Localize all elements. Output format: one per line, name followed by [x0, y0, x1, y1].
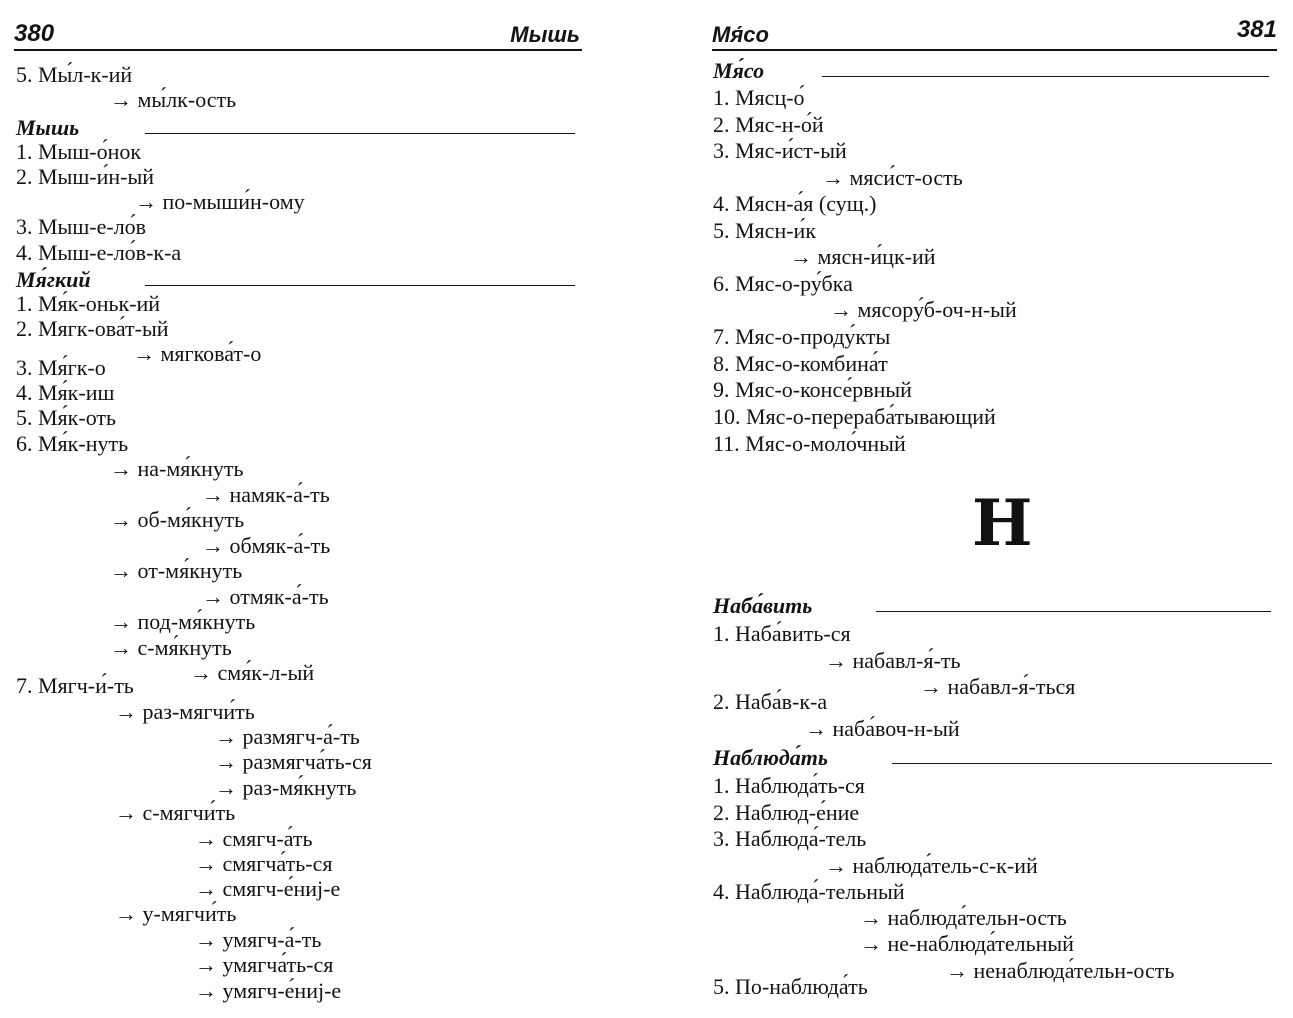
entry-line: → с-мягчи́ть	[115, 800, 236, 825]
entry-line: 1. Наблюда́ть-ся	[713, 773, 865, 798]
entry-line: 5. Мы́л-к-ий	[16, 62, 133, 87]
entry-line: 1. Мыш-о́нок	[16, 139, 142, 164]
entry-line: → раз-мя́кнуть	[215, 775, 357, 800]
entry-line: → не-наблюда́тельный	[860, 931, 1074, 956]
entry-line: 6. Мяс-о-ру́бка	[713, 271, 853, 296]
entry-line: 3. Мя́гк-о	[16, 355, 106, 380]
entry-line: 5. По-наблюда́ть	[713, 974, 868, 999]
entry-line: → смя́к-л-ый	[190, 660, 315, 685]
entry-line: → раз-мягчи́ть	[115, 699, 255, 724]
entry-line: 1. Мя́к-оньк-ий	[16, 291, 161, 316]
right-running-head: Мя́со	[712, 22, 769, 47]
entry-line: → обмяк-а́-ть	[202, 533, 331, 558]
left-page-header	[0, 8, 600, 48]
left-page	[0, 0, 600, 1018]
entry-line: 7. Мяс-о-проду́кты	[713, 324, 891, 349]
headword: Мя́со	[713, 58, 765, 83]
entry-line: 10. Мяс-о-перераба́тывающий	[713, 404, 996, 429]
entry-line: → под-мя́кнуть	[110, 609, 256, 634]
entry-line: → размягча́ть-ся	[215, 749, 372, 774]
entry-line: → наба́воч-н-ый	[805, 716, 960, 741]
section-letter: Н	[972, 486, 1033, 561]
entry-line: 4. Наблюда́-тельный	[713, 879, 905, 904]
entry-line: → смягч-а́ть	[195, 826, 313, 851]
entry-line: 9. Мяс-о-консе́рвный	[713, 377, 912, 402]
right-page	[700, 0, 1293, 1018]
entry-line: → у-мягчи́ть	[115, 901, 237, 926]
headword-rule	[892, 763, 1272, 764]
headword-rule	[145, 285, 575, 286]
entry-line: → набавл-я́-ться	[920, 674, 1076, 699]
entry-line: → на-мя́кнуть	[110, 456, 244, 481]
entry-line: 1. Наба́вить-ся	[713, 621, 851, 646]
entry-line: 8. Мяс-о-комбина́т	[713, 351, 888, 376]
entry-line: 2. Мягк-ова́т-ый	[16, 316, 169, 341]
entry-line: → наблюда́тельн-ость	[860, 905, 1067, 930]
entry-line: → наблюда́тель-с-к-ий	[825, 853, 1038, 878]
headword-rule	[822, 76, 1269, 77]
entry-line: → мы́лк-ость	[110, 87, 237, 112]
entry-line: 4. Мясн-а́я (сущ.)	[713, 191, 877, 216]
entry-line: 2. Мяс-н-о́й	[713, 112, 824, 137]
entry-line: → мясн-и́цк-ий	[790, 244, 936, 269]
entry-line: → мягкова́т-о	[133, 341, 262, 366]
headword: Мышь	[16, 115, 80, 140]
entry-line: → умягч-а́-ть	[195, 927, 322, 952]
entry-line: → мяси́ст-ость	[822, 165, 963, 190]
entry-line: → смягча́ть-ся	[195, 851, 333, 876]
entry-line: → от-мя́кнуть	[110, 558, 243, 583]
headword-rule	[876, 611, 1271, 612]
headword: Наблюда́ть	[713, 745, 828, 770]
right-page-number: 381	[1236, 16, 1277, 43]
entry-line: 6. Мя́к-нуть	[16, 431, 129, 456]
entry-line: → ненаблюда́тельн-ость	[946, 958, 1175, 983]
entry-line: 5. Мя́к-оть	[16, 405, 117, 430]
headword-rule	[145, 133, 575, 134]
entry-line: 2. Мыш-и́н-ый	[16, 164, 155, 189]
entry-line: 4. Мя́к-иш	[16, 380, 115, 405]
header-rule	[14, 49, 582, 51]
left-running-head: Мышь	[510, 22, 580, 47]
entry-line: 3. Мяс-и́ст-ый	[713, 138, 847, 163]
right-page-header	[700, 8, 1293, 48]
entry-line: 1. Мясц-о́	[713, 85, 805, 110]
entry-line: 3. Мыш-е-ло́в	[16, 214, 147, 239]
entry-line: → намяк-а́-ть	[202, 482, 330, 507]
entry-line: → умягч-е́ниj-е	[195, 978, 342, 1003]
entry-line: → отмяк-а́-ть	[202, 584, 329, 609]
entry-line: → по-мыши́н-ому	[135, 189, 305, 214]
entry-line: → набавл-я́-ть	[825, 648, 961, 673]
headword: Мя́гкий	[16, 267, 91, 292]
entry-line: 2. Наба́в-к-а	[713, 689, 828, 714]
entry-line: → мясору́б-оч-н-ый	[830, 297, 1017, 322]
entry-line: 4. Мыш-е-ло́в-к-а	[16, 240, 182, 265]
left-page-number: 380	[14, 20, 55, 47]
entry-line: 7. Мягч-и́-ть	[16, 673, 134, 698]
entry-line: 3. Наблюда́-тель	[713, 826, 867, 851]
headword: Наба́вить	[713, 593, 813, 618]
entry-line: 2. Наблюд-е́ние	[713, 800, 860, 825]
entry-line: → размягч-а́-ть	[215, 724, 360, 749]
entry-line: 5. Мясн-и́к	[713, 218, 817, 243]
entry-line: → смягч-е́ниj-е	[195, 876, 341, 901]
header-rule	[712, 49, 1277, 51]
entry-line: → с-мя́кнуть	[110, 635, 232, 660]
entry-line: → об-мя́кнуть	[110, 507, 245, 532]
entry-line: 11. Мяс-о-моло́чный	[713, 431, 906, 456]
entry-line: → умягча́ть-ся	[195, 952, 334, 977]
